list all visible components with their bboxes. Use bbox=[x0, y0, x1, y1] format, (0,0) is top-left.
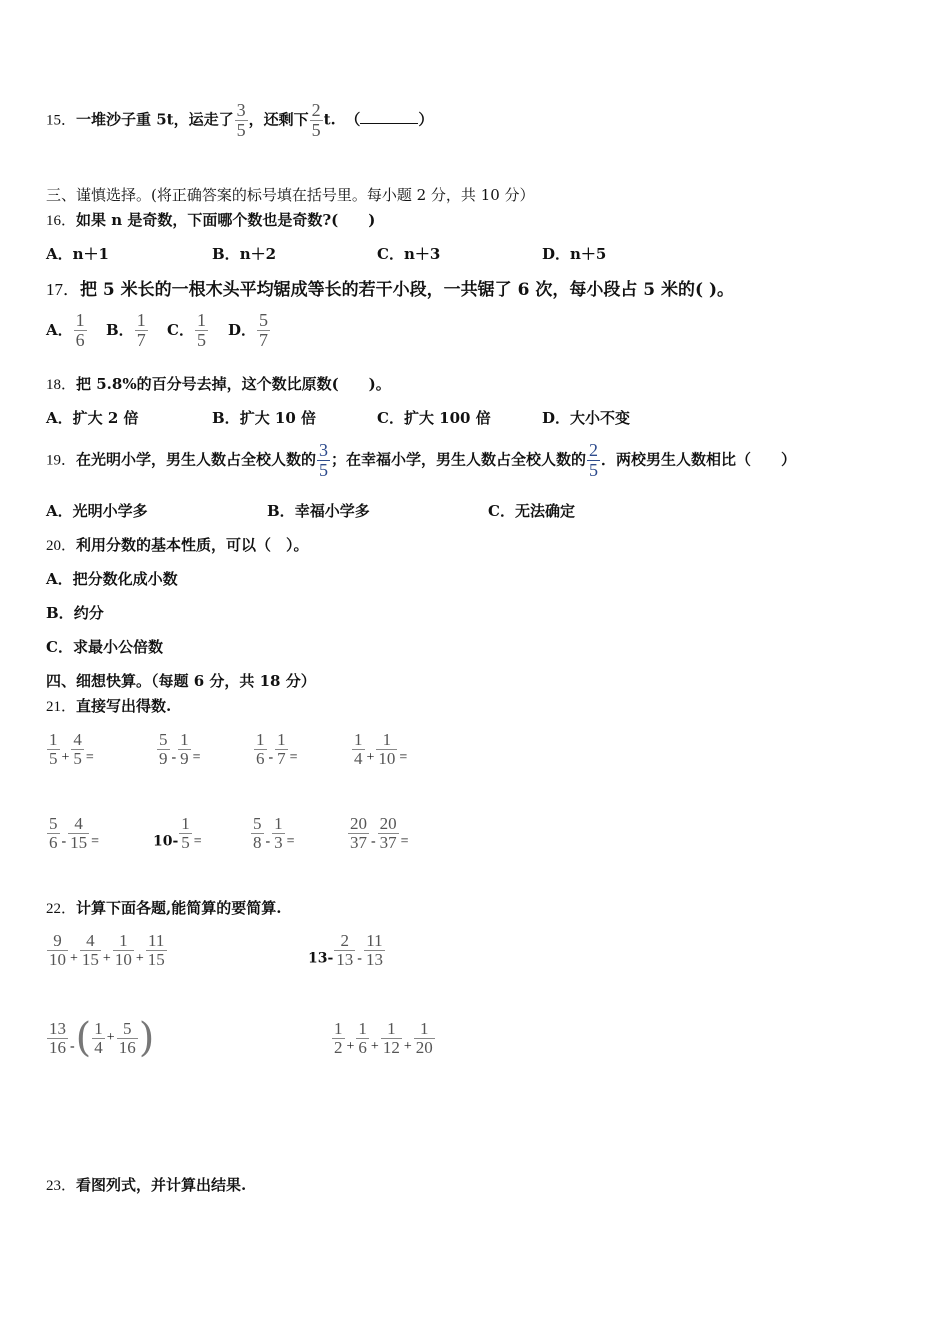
question-text: 在光明小学，男生人数占全校人数的 bbox=[76, 450, 317, 469]
option-c[interactable]: C．求最小公倍数 bbox=[46, 638, 163, 656]
question-text: 把 5.8%的百分号去掉，这个数比原数( )。 bbox=[76, 375, 391, 393]
question-text: 把 5 米长的一根木头平均锯成等长的若干小段，一共锯了 6 次，每小段占 5 米的( )。 bbox=[80, 280, 735, 300]
question-text: 计算下面各题,能简算的要简算. bbox=[76, 899, 282, 917]
expression-3: $\frac{13}{16}$ -( $\frac{1}{4}$ + $\frac{5}{16}$ ) bbox=[49, 1015, 155, 1061]
option-a[interactable]: A．n＋1 bbox=[46, 245, 109, 263]
option-b[interactable]: B．幸福小学多 bbox=[267, 502, 370, 520]
option-d[interactable]: D． $\frac{5}{7}$ bbox=[228, 310, 269, 350]
expression-2: 13- $\frac{2}{13}$ - $\frac{11}{13}$ bbox=[308, 931, 383, 969]
option-a[interactable]: A． $\frac{1}{6}$ bbox=[46, 310, 85, 350]
question-text: 看图列式，并计算出结果. bbox=[76, 1176, 247, 1194]
calc-item: $\frac{5}{8}$ - $\frac{1}{3}$ = bbox=[253, 814, 295, 852]
question-text: 直接写出得数. bbox=[76, 697, 172, 715]
option-b[interactable]: B．扩大 10 倍 bbox=[212, 409, 317, 427]
section-3-heading: 三、谨慎选择。(将正确答案的标号填在括号里。每小题 2 分，共 10 分） bbox=[46, 186, 535, 204]
calc-item: $\frac{1}{4}$ + $\frac{1}{10}$ = bbox=[354, 730, 408, 768]
question-number: 15． bbox=[46, 112, 77, 129]
question-19: 19．在光明小学，男生人数占全校人数的 $\frac{3}{5}$ ；在幸福小学，男生人数占全校人数的 $\frac{2}{5}$ ．两校男生人数相比（ ） bbox=[46, 440, 797, 480]
option-a[interactable]: A．把分数化成小数 bbox=[46, 570, 178, 588]
option-d[interactable]: D．大小不变 bbox=[542, 409, 631, 427]
fraction: $\frac{2}{5}$ bbox=[311, 100, 321, 140]
question-text: 利用分数的基本性质，可以（ ）。 bbox=[76, 536, 309, 554]
section-4-heading: 四、细想快算。（每题 6 分，共 18 分） bbox=[46, 672, 316, 690]
fraction: $\frac{3}{5}$ bbox=[236, 100, 246, 140]
calc-item: 10- $\frac{1}{5}$ = bbox=[153, 814, 202, 852]
expression-4: $\frac{1}{2}$ + $\frac{1}{6}$ + $\frac{1}{12}$ + $\frac{1}{20}$ bbox=[334, 1019, 433, 1057]
question-15: 15．一堆沙子重 5t，运走了 $\frac{3}{5}$ ，还剩下 $\frac{2}{5}$ t. （ ） bbox=[46, 100, 434, 140]
question-16: 16．如果 n 是奇数，下面哪个数也是奇数?( ) bbox=[46, 211, 376, 229]
option-b[interactable]: B．n＋2 bbox=[212, 245, 277, 263]
question-17: 17．把 5 米长的一根木头平均锯成等长的若干小段，一共锯了 6 次，每小段占 5 米的( )。 bbox=[46, 280, 735, 300]
question-18: 18．把 5.8%的百分号去掉，这个数比原数( )。 bbox=[46, 375, 391, 393]
option-b[interactable]: B． $\frac{1}{7}$ bbox=[106, 310, 146, 350]
question-text: 一堆沙子重 5t，运走了 bbox=[76, 110, 234, 129]
answer-blank[interactable] bbox=[360, 111, 418, 124]
expression-1: $\frac{9}{10}$ + $\frac{4}{15}$ + $\frac{1}{10}$ + $\frac{11}{15}$ bbox=[49, 931, 165, 969]
question-20: 20．利用分数的基本性质，可以（ ）。 bbox=[46, 536, 309, 554]
calc-item: $\frac{5}{6}$ - $\frac{4}{15}$ = bbox=[49, 814, 100, 852]
calc-item: $\frac{1}{5}$ + $\frac{4}{5}$ = bbox=[49, 730, 94, 768]
calc-item: $\frac{20}{37}$ - $\frac{20}{37}$ = bbox=[350, 814, 409, 852]
question-text: 如果 n 是奇数，下面哪个数也是奇数?( ) bbox=[76, 211, 376, 229]
question-21: 21．直接写出得数. bbox=[46, 697, 172, 715]
option-d[interactable]: D．n＋5 bbox=[542, 245, 607, 263]
option-a[interactable]: A．光明小学多 bbox=[46, 502, 148, 520]
calc-item: $\frac{1}{6}$ - $\frac{1}{7}$ = bbox=[256, 730, 298, 768]
option-a[interactable]: A．扩大 2 倍 bbox=[46, 409, 139, 427]
option-b[interactable]: B．约分 bbox=[46, 604, 104, 622]
option-c[interactable]: C．n＋3 bbox=[377, 245, 441, 263]
calc-item: $\frac{5}{9}$ - $\frac{1}{9}$ = bbox=[159, 730, 201, 768]
option-c[interactable]: C． $\frac{1}{5}$ bbox=[167, 310, 206, 350]
option-c[interactable]: C．无法确定 bbox=[488, 502, 575, 520]
question-23: 23．看图列式，并计算出结果. bbox=[46, 1176, 247, 1194]
option-c[interactable]: C．扩大 100 倍 bbox=[377, 409, 491, 427]
question-22: 22．计算下面各题,能简算的要简算. bbox=[46, 899, 282, 917]
